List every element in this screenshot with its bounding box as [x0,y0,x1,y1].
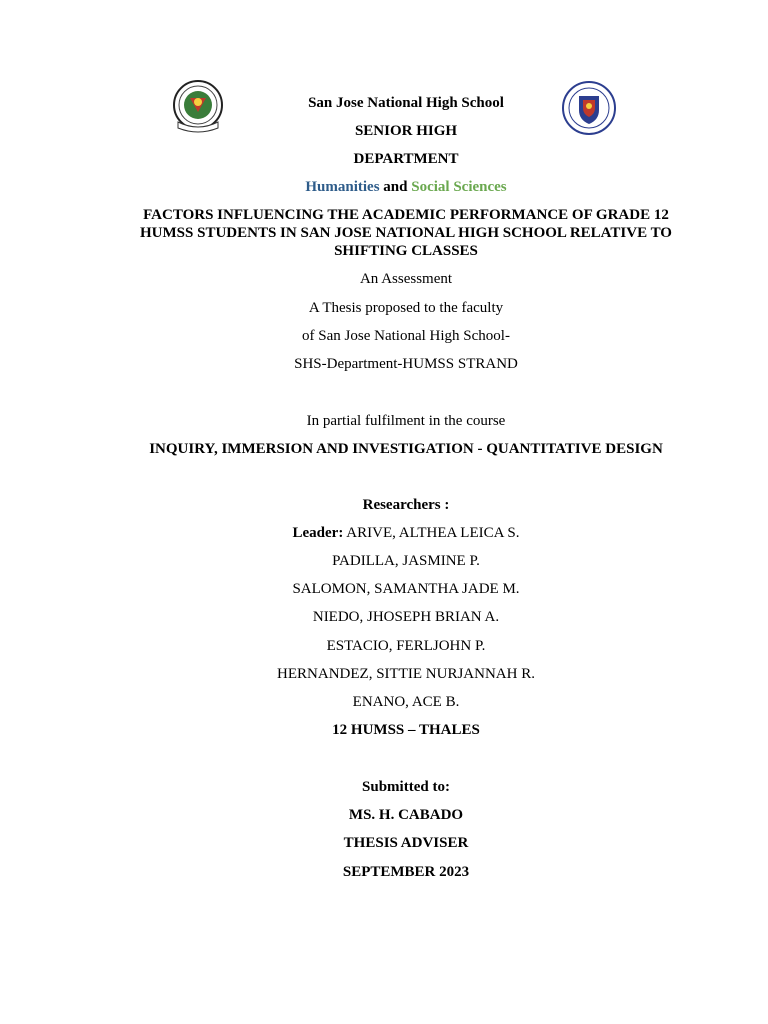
researcher-member: NIEDO, JHOSEPH BRIAN A. [312,609,500,625]
submission-date: SEPTEMBER 2023 [342,864,470,880]
researcher-member: PADILLA, JASMINE P. [332,553,480,569]
department-line-1: SENIOR HIGH [354,123,458,139]
school-name: San Jose National High School [308,95,504,111]
proposal-line-2: of San Jose National High School- [302,328,510,344]
leader-label: Leader: [292,525,344,541]
proposal-line-1: A Thesis proposed to the faculty [308,300,504,316]
strand-humanities: Humanities [305,179,380,195]
researcher-member: ESTACIO, FERLJOHN P. [326,638,486,654]
adviser-name: MS. H. CABADO [348,807,464,823]
researcher-member: HERNANDEZ, SITTIE NURJANNAH R. [277,666,535,682]
section-name: 12 HUMSS – THALES [332,722,480,738]
strand-line [0,178,768,196]
researcher-leader [0,524,768,542]
submitted-to-heading: Submitted to: [362,779,450,795]
strand-and: and [383,179,408,195]
course-name: INQUIRY, IMMERSION AND INVESTIGATION - QUANTITATIVE DESIGN [149,441,663,457]
proposal-line-3: SHS-Department-HUMSS STRAND [294,356,518,372]
researcher-member: ENANO, ACE B. [352,694,460,710]
subtitle: An Assessment [359,271,453,287]
course-intro: In partial fulfilment in the course [306,413,506,429]
department-line-2: DEPARTMENT [353,151,459,167]
researchers-heading: Researchers : [362,497,450,513]
thesis-title: FACTORS INFLUENCING THE ACADEMIC PERFORMANCE OF GRADE 12 HUMSS STUDENTS IN SAN JOSE NATIONAL HIGH SCHOOL RELATIVE TO SHIFTING CLASSES [140,207,672,259]
researcher-member: SALOMON, SAMANTHA JADE M. [292,581,520,597]
strand-social-sciences: Social Sciences [411,179,507,195]
adviser-role: THESIS ADVISER [343,835,469,851]
leader-name: ARIVE, ALTHEA LEICA S. [346,525,520,541]
